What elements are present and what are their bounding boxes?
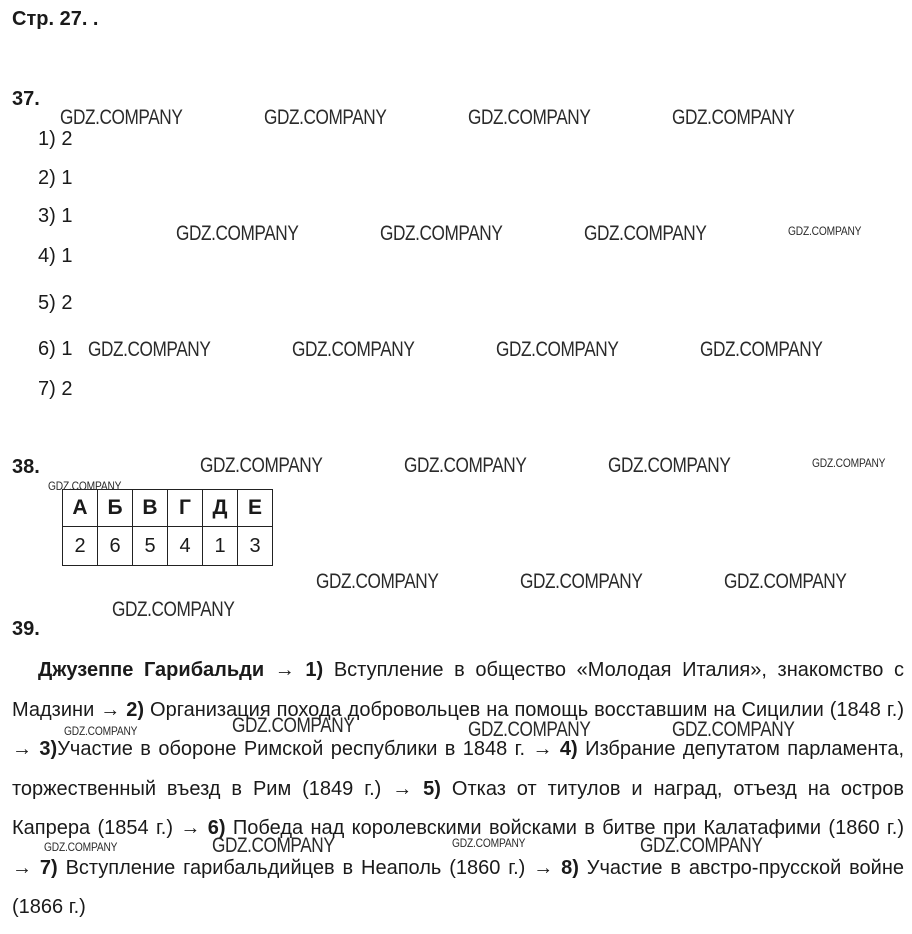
watermark: GDZ.COMPANY: [112, 598, 235, 621]
task-37-number: 37.: [12, 88, 40, 110]
table-header-cell: Е: [238, 490, 273, 527]
table-header-cell: Д: [203, 490, 238, 527]
table-header-row: [63, 490, 273, 527]
task-38-number: 38.: [12, 456, 40, 478]
step-text: Вступление в общество «Молодая Италия», знакомство с Мадзини: [12, 659, 905, 721]
watermark: GDZ.COMPANY: [788, 224, 862, 238]
watermark: GDZ.COMPANY: [608, 454, 731, 477]
step-text: Отказ от титулов и наград, отъезд на остров Капрера (1854 г.): [12, 777, 904, 839]
watermark: GDZ.COMPANY: [640, 834, 763, 857]
watermark: GDZ.COMPANY: [672, 718, 795, 741]
arrow: →: [12, 856, 32, 879]
step-number: 7): [39, 856, 58, 879]
watermark: GDZ.COMPANY: [64, 724, 138, 738]
watermark: GDZ.COMPANY: [520, 570, 643, 593]
watermark: GDZ.COMPANY: [200, 454, 323, 477]
watermark: GDZ.COMPANY: [724, 570, 847, 593]
answer-title: Джузеппе Гарибальди: [38, 659, 265, 681]
arrow: →: [532, 738, 553, 760]
step-number: 4): [559, 738, 578, 760]
watermark: GDZ.COMPANY: [232, 714, 355, 737]
watermark: GDZ.COMPANY: [672, 106, 795, 129]
step-text: Участие в австро-прусской войне (1866 г.): [12, 856, 904, 918]
watermark: GDZ.COMPANY: [496, 338, 619, 361]
table-header-cell: Г: [168, 490, 203, 527]
answer-table: [62, 489, 273, 566]
arrow: →: [12, 738, 32, 760]
step-text: Победа над королевскими войсками в битве при Калатафими (1860 г.): [232, 817, 904, 839]
watermark: GDZ.COMPANY: [380, 222, 503, 245]
watermark: GDZ.COMPANY: [404, 454, 527, 477]
table-value-cell: 5: [133, 527, 168, 566]
watermark: GDZ.COMPANY: [452, 836, 526, 850]
watermark: GDZ.COMPANY: [212, 834, 335, 857]
arrow: →: [100, 698, 121, 721]
table-value-cell: 4: [168, 527, 203, 566]
arrow: →: [533, 856, 554, 879]
watermark: GDZ.COMPANY: [468, 718, 591, 741]
table-header-cell: А: [63, 490, 98, 527]
step-number: 2): [126, 698, 145, 721]
answer-37-7: 7) 2: [38, 378, 73, 400]
watermark: GDZ.COMPANY: [468, 106, 591, 129]
table-value-row: [63, 527, 273, 566]
watermark: GDZ.COMPANY: [176, 222, 299, 245]
table-value-cell: 3: [238, 527, 273, 566]
watermark: GDZ.COMPANY: [584, 222, 707, 245]
arrow: →: [180, 817, 201, 839]
watermark: GDZ.COMPANY: [44, 840, 118, 854]
table-value-cell: 2: [63, 527, 98, 566]
arrow: →: [392, 777, 413, 800]
watermark: GDZ.COMPANY: [48, 479, 122, 493]
step-text: Вступление гарибальдийцев в Неаполь (1860 г.): [65, 856, 526, 879]
table-header-cell: Б: [98, 490, 133, 527]
watermark: GDZ.COMPANY: [812, 456, 886, 470]
step-number: 5): [423, 777, 441, 800]
step-text: Избрание депутатом парламента, торжественный въезд в Рим (1849 г.): [12, 738, 905, 800]
watermark: GDZ.COMPANY: [264, 106, 387, 129]
step-text: Участие в обороне Римской республики в 1848 г.: [57, 738, 526, 760]
answer-37-3: 3) 1: [38, 205, 73, 227]
step-text: Организация похода добровольцев на помощь восставшим на Сицилии (1848 г.): [150, 698, 904, 721]
watermark: GDZ.COMPANY: [88, 338, 211, 361]
step-number: 8): [561, 856, 579, 879]
table-header-cell: В: [133, 490, 168, 527]
step-number: 3): [39, 738, 58, 760]
watermark: GDZ.COMPANY: [60, 106, 183, 129]
task-39-number: 39.: [12, 618, 40, 640]
answer-37-6: 6) 1: [38, 338, 73, 360]
table-value-cell: 6: [98, 527, 133, 566]
answer-37-1: 1) 2: [38, 128, 73, 150]
answer-37-2: 2) 1: [38, 167, 73, 189]
step-number: 1): [305, 659, 324, 681]
watermark: GDZ.COMPANY: [700, 338, 823, 361]
watermark: GDZ.COMPANY: [316, 570, 439, 593]
task-39-answer-paragraph: [12, 651, 904, 928]
table-value-cell: 1: [203, 527, 238, 566]
arrow: →: [274, 659, 295, 681]
page-header: Стр. 27. .: [12, 8, 99, 30]
step-number: 6): [207, 817, 226, 839]
answer-37-5: 5) 2: [38, 292, 73, 314]
answer-37-4: 4) 1: [38, 245, 73, 267]
watermark: GDZ.COMPANY: [292, 338, 415, 361]
